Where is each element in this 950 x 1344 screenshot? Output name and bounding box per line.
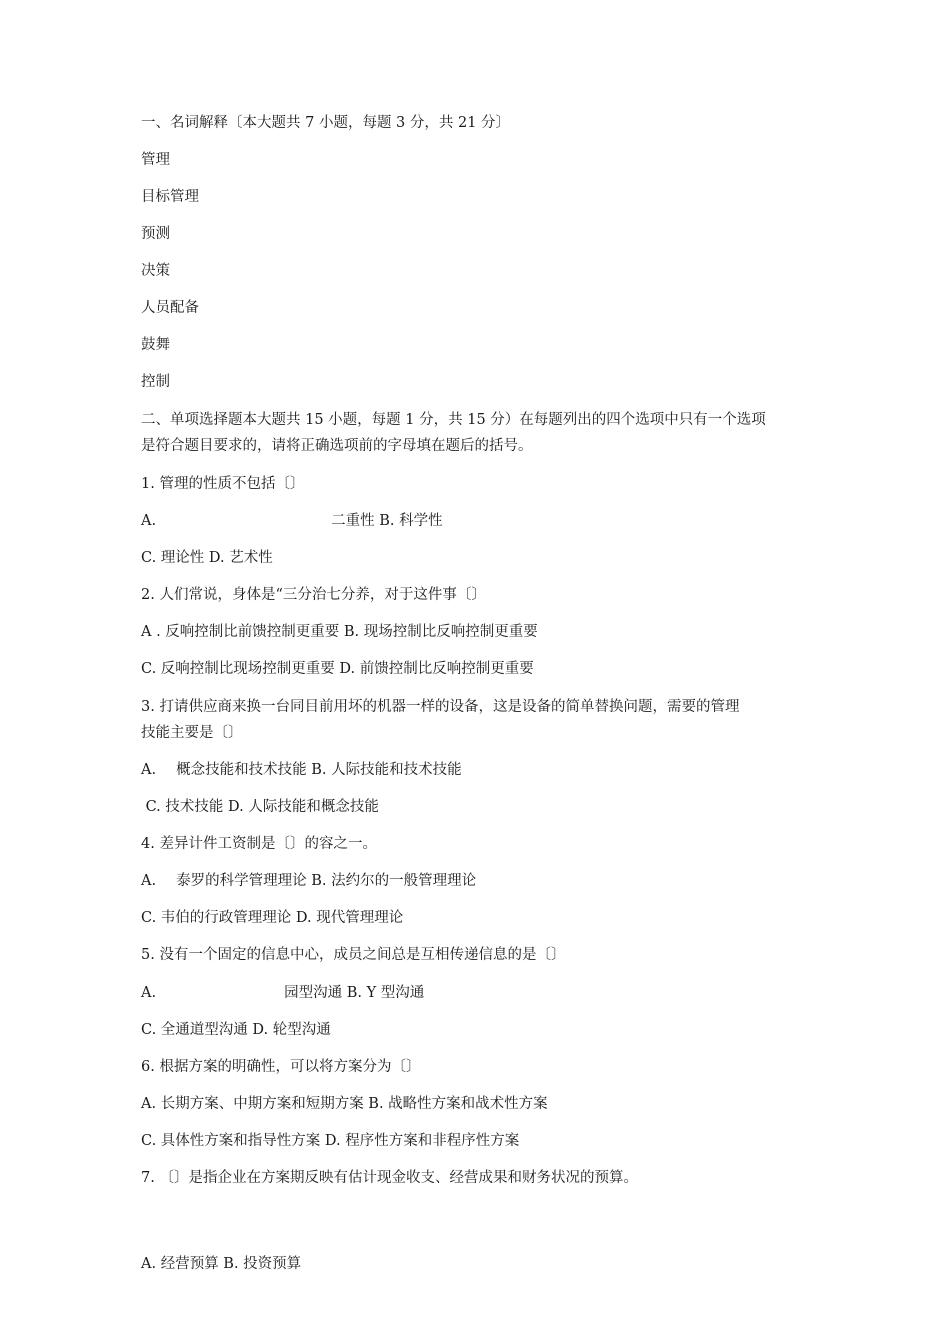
section2-heading-line1: 二、单项选择题本大题共 15 小题，每题 1 分，共 15 分）在每题列出的四个选项中只有一个选项 xyxy=(141,412,766,428)
question-3-stem-line2: 技能主要是〔〕 xyxy=(141,725,243,741)
question-2-options-cd: C. 反响控制比现场控制更重要 D. 前馈控制比反响控制更重要 xyxy=(141,661,534,677)
question-1-options-ab xyxy=(141,508,811,534)
question-6-options-cd: C. 具体性方案和指导性方案 D. 程序性方案和非程序性方案 xyxy=(141,1133,520,1149)
section1-heading: 一、名词解释〔本大题共 7 小题，每题 3 分，共 21 分〕 xyxy=(141,115,511,131)
option-a-label: A. xyxy=(141,873,157,889)
option-ab-text: 园型沟通 B. Y 型沟通 xyxy=(284,985,425,1001)
option-ab-text: 概念技能和技术技能 B. 人际技能和技术技能 xyxy=(176,762,462,778)
question-2-stem: 2. 人们常说，身体是“三分治七分养，对于这件事〔〕 xyxy=(141,587,486,603)
question-3-options-ab xyxy=(141,757,811,783)
term-item: 控制 xyxy=(141,374,170,390)
question-4-options-cd: C. 韦伯的行政管理理论 D. 现代管理理论 xyxy=(141,910,404,926)
question-7-options-ab: A. 经营预算 B. 投资预算 xyxy=(141,1256,302,1272)
term-item: 鼓舞 xyxy=(141,337,170,353)
term-item: 管理 xyxy=(141,152,170,168)
term-item: 人员配备 xyxy=(141,300,199,316)
question-6-stem: 6. 根据方案的明确性，可以将方案分为〔〕 xyxy=(141,1059,421,1075)
term-item: 预测 xyxy=(141,226,170,242)
option-a-label: A. xyxy=(141,762,157,778)
term-item: 目标管理 xyxy=(141,189,199,205)
question-1-options-cd: C. 理论性 D. 艺术性 xyxy=(141,550,273,566)
question-5-options-cd: C. 全通道型沟通 D. 轮型沟通 xyxy=(141,1022,331,1038)
option-a-label: A. xyxy=(141,985,157,1001)
option-ab-text: 泰罗的科学管理理论 B. 法约尔的一般管理理论 xyxy=(176,873,477,889)
question-2-options-ab: A . 反响控制比前馈控制更重要 B. 现场控制比反响控制更重要 xyxy=(141,624,538,640)
term-item: 决策 xyxy=(141,263,170,279)
question-4-options-ab xyxy=(141,868,811,894)
question-3-options-cd: C. 技术技能 D. 人际技能和概念技能 xyxy=(141,799,379,815)
question-5-stem: 5. 没有一个固定的信息中心，成员之间总是互相传递信息的是〔〕 xyxy=(141,947,566,963)
question-7-stem: 7. 〔〕是指企业在方案期反映有估计现金收支、经营成果和财务状况的预算。 xyxy=(141,1170,638,1186)
option-ab-text: 二重性 B. 科学性 xyxy=(331,513,443,529)
option-a-label: A. xyxy=(141,513,157,529)
question-1-stem: 1. 管理的性质不包括〔〕 xyxy=(141,476,305,492)
section2-heading-line2: 是符合题目要求的，请将正确选项前的字母填在题后的括号。 xyxy=(141,438,533,454)
question-5-options-ab xyxy=(141,980,811,1006)
question-6-options-ab: A. 长期方案、中期方案和短期方案 B. 战略性方案和战术性方案 xyxy=(141,1096,548,1112)
question-4-stem: 4. 差异计件工资制是〔〕的容之一。 xyxy=(141,836,377,852)
question-3-stem-line1: 3. 打请供应商来换一台同目前用坏的机器一样的设备，这是设备的简单替换问题，需要的管理 xyxy=(141,699,740,715)
